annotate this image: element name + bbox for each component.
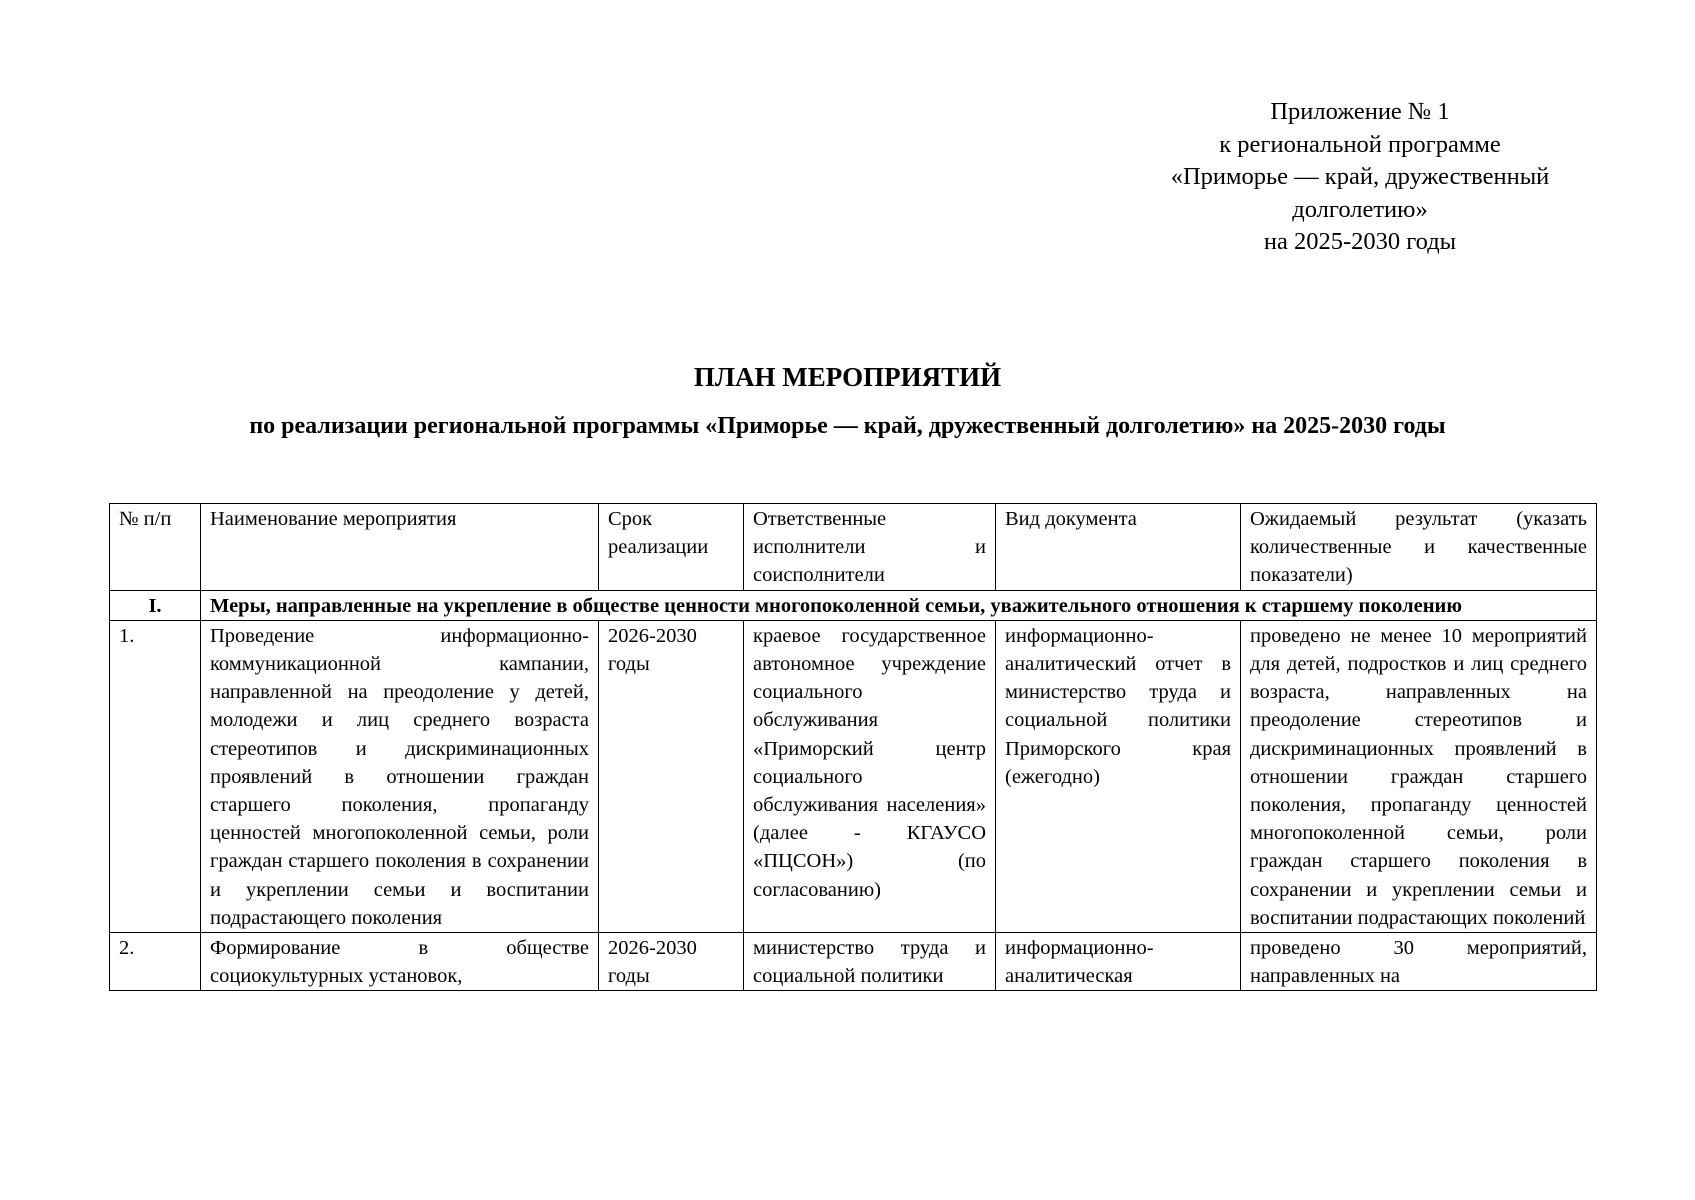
row-name: Проведение информационно-коммуникационной кампании, направленной на преодоление у детей, молодежи и лиц среднего возраста стереотипов и дискриминационных проявлений в отношении граждан старшего поколения, пропаганду ценностей многопоколенной семьи, роли граждан старшего поколения в сохранении и укреплении семьи и воспитании подрастающего поколения xyxy=(201,620,599,932)
header-result: Ожидаемый результат (указать количественные и качественные показатели) xyxy=(1241,504,1597,591)
table-row xyxy=(110,620,1597,932)
section-num: I. xyxy=(110,590,201,620)
header-doc: Вид документа xyxy=(996,504,1241,591)
row-num: 2. xyxy=(110,933,201,991)
document-title: ПЛАН МЕРОПРИЯТИЙ xyxy=(693,362,1002,392)
row-result: проведено 30 мероприятий, направленных на xyxy=(1241,933,1597,991)
row-term: 2026-2030 годы xyxy=(599,620,744,932)
appendix-line-4: долголетию» xyxy=(1292,195,1428,223)
appendix-block xyxy=(1120,96,1600,259)
header-name: Наименование мероприятия xyxy=(201,504,599,591)
row-exec: краевое государственное автономное учреждение социального обслуживания «Приморский центр социального обслуживания населения» (далее - КГАУСО «ПЦСОН») (по согласованию) xyxy=(744,620,996,932)
row-term: 2026-2030 годы xyxy=(599,933,744,991)
appendix-line-1: Приложение № 1 xyxy=(1270,98,1450,125)
row-name: Формирование в обществе социокультурных установок, xyxy=(201,933,599,991)
appendix-line-2: к региональной программе xyxy=(1219,130,1501,158)
plan-table xyxy=(109,503,1597,991)
row-doc: информационно-аналитическая xyxy=(996,933,1241,991)
table-header-row xyxy=(110,504,1597,591)
row-doc: информационно-аналитический отчет в министерство труда и социальной политики Приморского края (ежегодно) xyxy=(996,620,1241,932)
table-row xyxy=(110,933,1597,991)
appendix-line-3: «Приморье — край, дружественный xyxy=(1170,163,1550,190)
header-num: № п/п xyxy=(110,504,201,591)
section-title: Меры, направленные на укрепление в обществе ценности многопоколенной семьи, уважительного отношения к старшему поколению xyxy=(201,590,1597,620)
section-row xyxy=(110,590,1597,620)
row-num: 1. xyxy=(110,620,201,932)
document-subtitle: по реализации региональной программы «Приморье — край, дружественный долголетию» на 2025-2030 годы xyxy=(249,413,1446,439)
header-term: Срок реализации xyxy=(599,504,744,591)
appendix-line-5: на 2025-2030 годы xyxy=(1263,228,1457,255)
header-exec: Ответственные исполнители и соисполнители xyxy=(744,504,996,591)
row-result: проведено не менее 10 мероприятий для детей, подростков и лиц среднего возраста, направленных на преодоление стереотипов и дискриминационных проявлений в отношении граждан старшего поколения, пропаганду ценностей многопоколенной семьи, роли граждан старшего поколения в сохранении и укреплении семьи и воспитании подрастающих поколений xyxy=(1241,620,1597,932)
row-exec: министерство труда и социальной политики xyxy=(744,933,996,991)
